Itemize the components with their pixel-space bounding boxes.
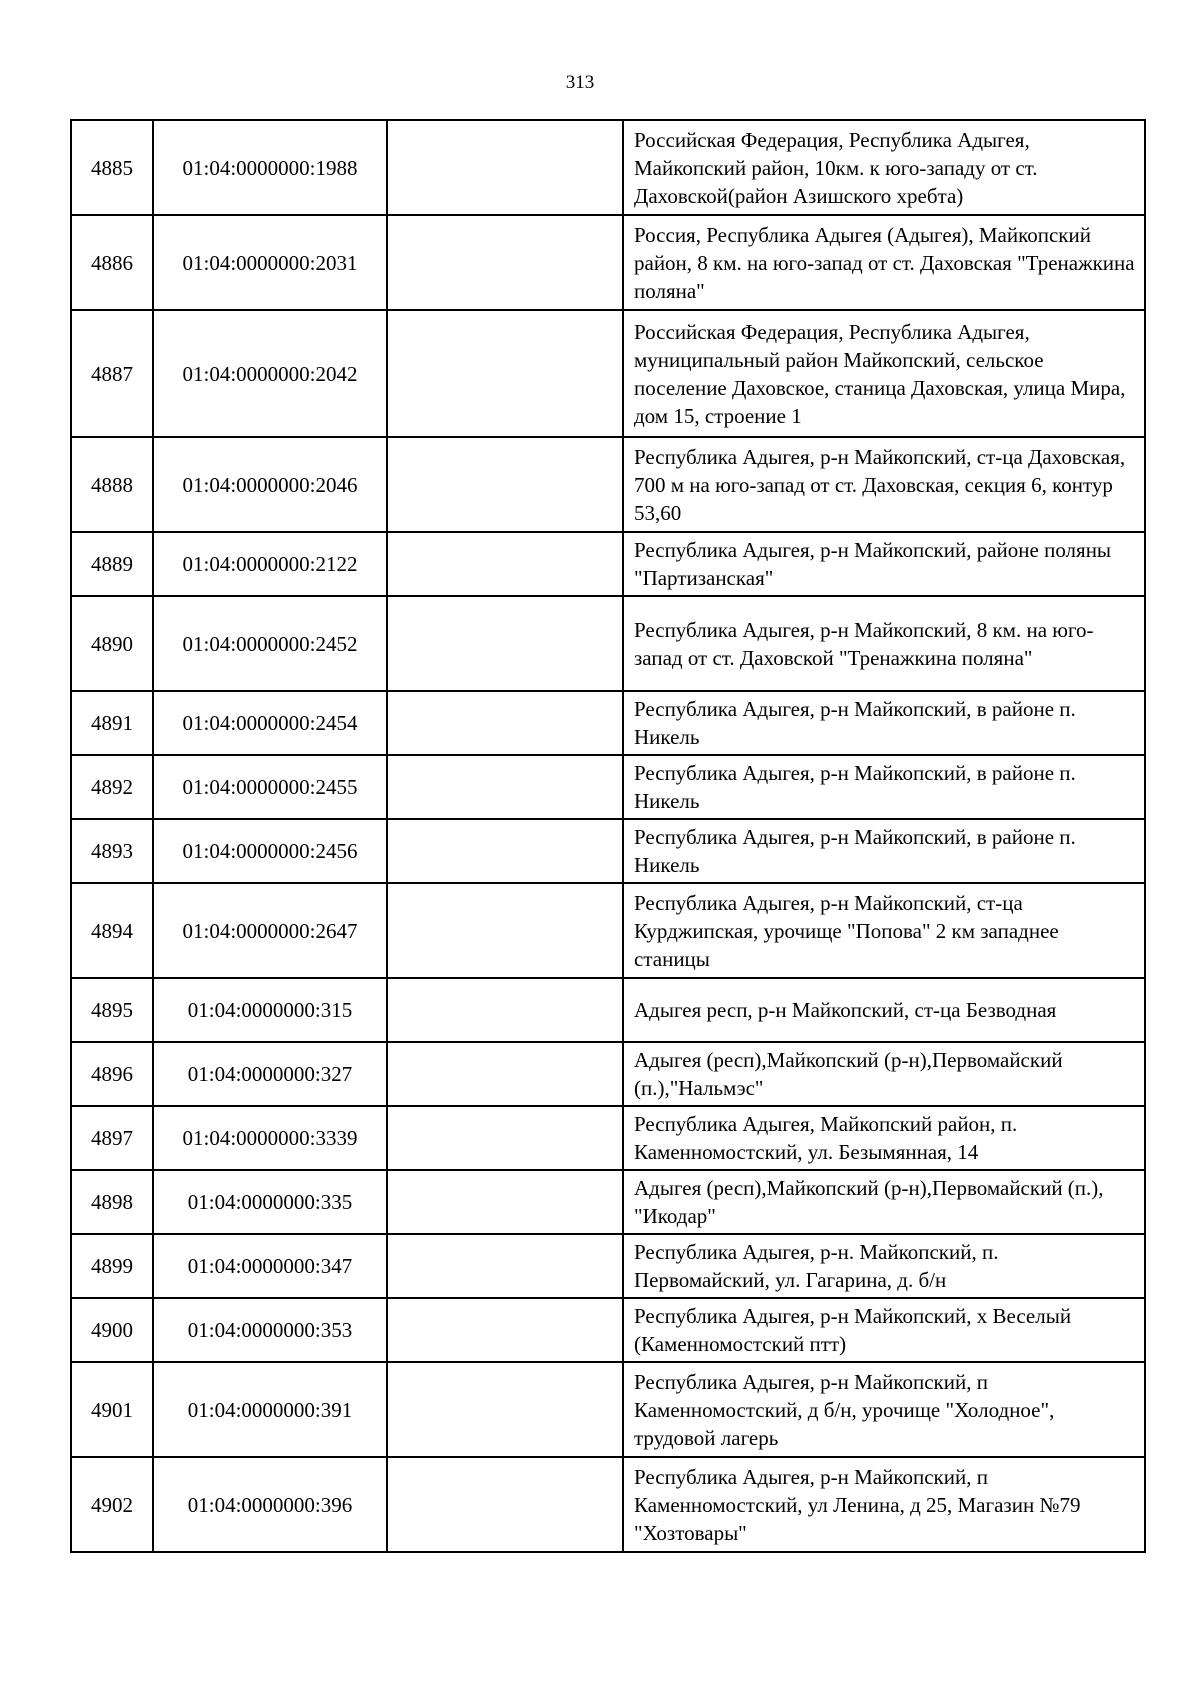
table-row bbox=[71, 1042, 1145, 1106]
address: Республика Адыгея, р-н Майкопский, ст-ца Даховская, 700 м на юго-запад от ст. Даховская, секция 6, контур 53,60 bbox=[623, 437, 1145, 532]
empty-cell bbox=[387, 120, 623, 215]
address: Адыгея респ, р-н Майкопский, ст-ца Безводная bbox=[623, 978, 1145, 1042]
cadastral-number: 01:04:0000000:2452 bbox=[153, 596, 387, 691]
address: Российская Федерация, Республика Адыгея, муниципальный район Майкопский, сельское поселение Даховское, станица Даховская, улица Мира, дом 15, строение 1 bbox=[623, 310, 1145, 437]
page-number: 313 bbox=[565, 72, 595, 93]
empty-cell bbox=[387, 437, 623, 532]
address: Республика Адыгея, р-н Майкопский, х Веселый (Каменномостский птт) bbox=[623, 1298, 1145, 1362]
row-number: 4895 bbox=[71, 978, 153, 1042]
table-row bbox=[71, 755, 1145, 819]
row-number: 4890 bbox=[71, 596, 153, 691]
empty-cell bbox=[387, 1298, 623, 1362]
row-number: 4897 bbox=[71, 1106, 153, 1170]
row-number: 4896 bbox=[71, 1042, 153, 1106]
empty-cell bbox=[387, 1234, 623, 1298]
row-number: 4893 bbox=[71, 819, 153, 883]
cadastral-number: 01:04:0000000:2031 bbox=[153, 215, 387, 310]
address: Российская Федерация, Республика Адыгея, Майкопский район, 10км. к юго-западу от ст. Даховской(район Азишского хребта) bbox=[623, 120, 1145, 215]
table-row bbox=[71, 978, 1145, 1042]
empty-cell bbox=[387, 310, 623, 437]
cadastral-number: 01:04:0000000:396 bbox=[153, 1457, 387, 1552]
empty-cell bbox=[387, 532, 623, 596]
table-row bbox=[71, 1362, 1145, 1457]
cadastral-number: 01:04:0000000:391 bbox=[153, 1362, 387, 1457]
row-number: 4886 bbox=[71, 215, 153, 310]
row-number: 4901 bbox=[71, 1362, 153, 1457]
cadastral-number: 01:04:0000000:347 bbox=[153, 1234, 387, 1298]
table-row bbox=[71, 596, 1145, 691]
empty-cell bbox=[387, 978, 623, 1042]
table-row bbox=[71, 1106, 1145, 1170]
cadastral-number: 01:04:0000000:2454 bbox=[153, 691, 387, 755]
cadastral-number: 01:04:0000000:2046 bbox=[153, 437, 387, 532]
row-number: 4900 bbox=[71, 1298, 153, 1362]
cadastral-number: 01:04:0000000:1988 bbox=[153, 120, 387, 215]
empty-cell bbox=[387, 691, 623, 755]
empty-cell bbox=[387, 596, 623, 691]
empty-cell bbox=[387, 1042, 623, 1106]
cadastral-number: 01:04:0000000:2042 bbox=[153, 310, 387, 437]
cadastral-number: 01:04:0000000:2455 bbox=[153, 755, 387, 819]
empty-cell bbox=[387, 1170, 623, 1234]
cadastral-number: 01:04:0000000:327 bbox=[153, 1042, 387, 1106]
cadastral-number: 01:04:0000000:353 bbox=[153, 1298, 387, 1362]
cadastral-number: 01:04:0000000:2456 bbox=[153, 819, 387, 883]
address: Республика Адыгея, р-н Майкопский, п Каменномостский, ул Ленина, д 25, Магазин №79 "Хозтовары" bbox=[623, 1457, 1145, 1552]
row-number: 4891 bbox=[71, 691, 153, 755]
empty-cell bbox=[387, 1457, 623, 1552]
row-number: 4888 bbox=[71, 437, 153, 532]
address: Республика Адыгея, р-н Майкопский, п Каменномостский, д б/н, урочище "Холодное", трудовой лагерь bbox=[623, 1362, 1145, 1457]
table-row bbox=[71, 120, 1145, 215]
cadastral-number: 01:04:0000000:2647 bbox=[153, 883, 387, 978]
table-row bbox=[71, 1298, 1145, 1362]
table-row bbox=[71, 215, 1145, 310]
row-number: 4885 bbox=[71, 120, 153, 215]
empty-cell bbox=[387, 215, 623, 310]
cadastral-number: 01:04:0000000:2122 bbox=[153, 532, 387, 596]
row-number: 4898 bbox=[71, 1170, 153, 1234]
empty-cell bbox=[387, 1106, 623, 1170]
address: Республика Адыгея, р-н Майкопский, в районе п. Никель bbox=[623, 819, 1145, 883]
address: Республика Адыгея, р-н. Майкопский, п. Первомайский, ул. Гагарина, д. б/н bbox=[623, 1234, 1145, 1298]
address: Республика Адыгея, р-н Майкопский, в районе п. Никель bbox=[623, 691, 1145, 755]
address: Республика Адыгея, р-н Майкопский, в районе п. Никель bbox=[623, 755, 1145, 819]
address: Россия, Республика Адыгея (Адыгея), Майкопский район, 8 км. на юго-запад от ст. Даховская "Тренажкина поляна" bbox=[623, 215, 1145, 310]
address: Республика Адыгея, р-н Майкопский, районе поляны "Партизанская" bbox=[623, 532, 1145, 596]
table-row bbox=[71, 1170, 1145, 1234]
table-row bbox=[71, 1234, 1145, 1298]
row-number: 4887 bbox=[71, 310, 153, 437]
table-row bbox=[71, 437, 1145, 532]
cadastral-number: 01:04:0000000:315 bbox=[153, 978, 387, 1042]
address: Адыгея (респ),Майкопский (р-н),Первомайский (п.), "Икодар" bbox=[623, 1170, 1145, 1234]
row-number: 4894 bbox=[71, 883, 153, 978]
empty-cell bbox=[387, 883, 623, 978]
address: Адыгея (респ),Майкопский (р-н),Первомайский (п.),"Нальмэс" bbox=[623, 1042, 1145, 1106]
registry-table bbox=[70, 119, 1146, 1553]
table-row bbox=[71, 1457, 1145, 1552]
table-row bbox=[71, 883, 1145, 978]
address: Республика Адыгея, р-н Майкопский, ст-ца Курджипская, урочище "Попова" 2 км западнее станицы bbox=[623, 883, 1145, 978]
row-number: 4902 bbox=[71, 1457, 153, 1552]
empty-cell bbox=[387, 819, 623, 883]
table-row bbox=[71, 691, 1145, 755]
address: Республика Адыгея, Майкопский район, п. Каменномостский, ул. Безымянная, 14 bbox=[623, 1106, 1145, 1170]
cadastral-number: 01:04:0000000:3339 bbox=[153, 1106, 387, 1170]
row-number: 4889 bbox=[71, 532, 153, 596]
empty-cell bbox=[387, 1362, 623, 1457]
empty-cell bbox=[387, 755, 623, 819]
row-number: 4892 bbox=[71, 755, 153, 819]
row-number: 4899 bbox=[71, 1234, 153, 1298]
table-row bbox=[71, 310, 1145, 437]
table-row bbox=[71, 819, 1145, 883]
table-row bbox=[71, 532, 1145, 596]
address: Республика Адыгея, р-н Майкопский, 8 км. на юго-запад от ст. Даховской "Тренажкина поляна" bbox=[623, 596, 1145, 691]
cadastral-number: 01:04:0000000:335 bbox=[153, 1170, 387, 1234]
